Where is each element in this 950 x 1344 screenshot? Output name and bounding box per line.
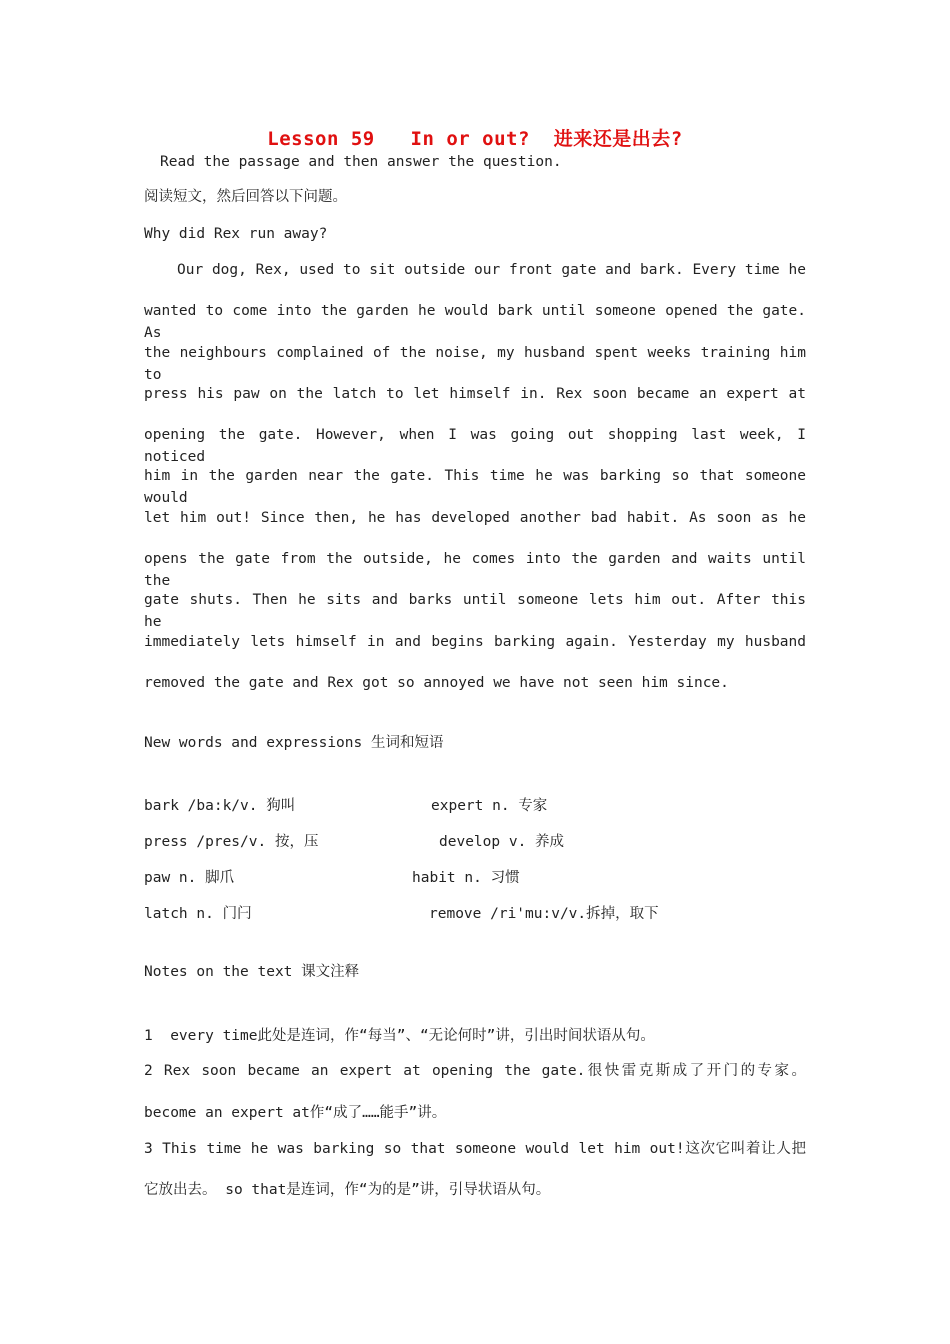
note-2: 2 Rex soon became an expert at opening the gate.很快雷克斯成了开门的专家。 [144, 1063, 806, 1079]
passage-line: the neighbours complained of the noise, my husband spent weeks training him to [144, 344, 806, 383]
lesson-title: Lesson 59 In or out? 进来还是出去? [267, 128, 683, 150]
passage-line: opening the gate. However, when I was going out shopping last week, I noticed [144, 427, 806, 466]
note-2-continued: become an expert at作“成了……能手”讲。 [144, 1105, 447, 1121]
passage [144, 259, 806, 713]
instruction-chinese: 阅读短文，然后回答以下问题。 [144, 189, 347, 205]
passage-line: let him out! Since then, he has developed another bad habit. As soon as he [144, 509, 806, 526]
vocab-word: latch n. 门闩 [144, 906, 252, 922]
vocab-word: paw n. 脚爪 [144, 870, 235, 886]
vocab-row [144, 902, 806, 924]
new-words-heading: New words and expressions 生词和短语 [144, 735, 444, 751]
note-3-continued: 它放出去。 so that是连词，作“为的是”讲，引导状语从句。 [144, 1182, 551, 1198]
vocab-word: develop v. 养成 [439, 834, 565, 850]
passage-line: press his paw on the latch to let himself in. Rex soon became an expert at [144, 385, 806, 402]
question: Why did Rex run away? [144, 226, 328, 242]
passage-line: wanted to come into the garden he would bark until someone opened the gate. As [144, 303, 806, 342]
vocab-word: press /pres/v. 按，压 [144, 834, 319, 850]
passage-line: him in the garden near the gate. This time he was barking so that someone would [144, 468, 806, 507]
instruction-english: Read the passage and then answer the question. [160, 154, 562, 170]
note-1: 1 every time此处是连词，作“每当”、“无论何时”讲，引出时间状语从句。 [144, 1028, 655, 1044]
vocab-row [144, 866, 806, 888]
passage-line: immediately lets himself in and begins barking again. Yesterday my husband [144, 633, 806, 650]
vocab-row [144, 830, 806, 852]
vocab-word: expert n. 专家 [431, 798, 548, 814]
vocab-row [144, 794, 806, 816]
vocab-word: habit n. 习惯 [412, 870, 520, 886]
passage-line: removed the gate and Rex got so annoyed we have not seen him since. [144, 674, 729, 691]
note-3: 3 This time he was barking so that someone would let him out!这次它叫着让人把 [144, 1141, 806, 1157]
passage-line: Our dog, Rex, used to sit outside our front gate and bark. Every time he [177, 262, 806, 278]
passage-line: gate shuts. Then he sits and barks until someone lets him out. After this he [144, 592, 806, 631]
passage-line: opens the gate from the outside, he comes into the garden and waits until the [144, 551, 806, 590]
vocab-word: remove /ri'mu:v/v.拆掉，取下 [429, 906, 659, 922]
notes-heading: Notes on the text 课文注释 [144, 964, 360, 980]
vocab-word: bark /ba:k/v. 狗叫 [144, 798, 296, 814]
